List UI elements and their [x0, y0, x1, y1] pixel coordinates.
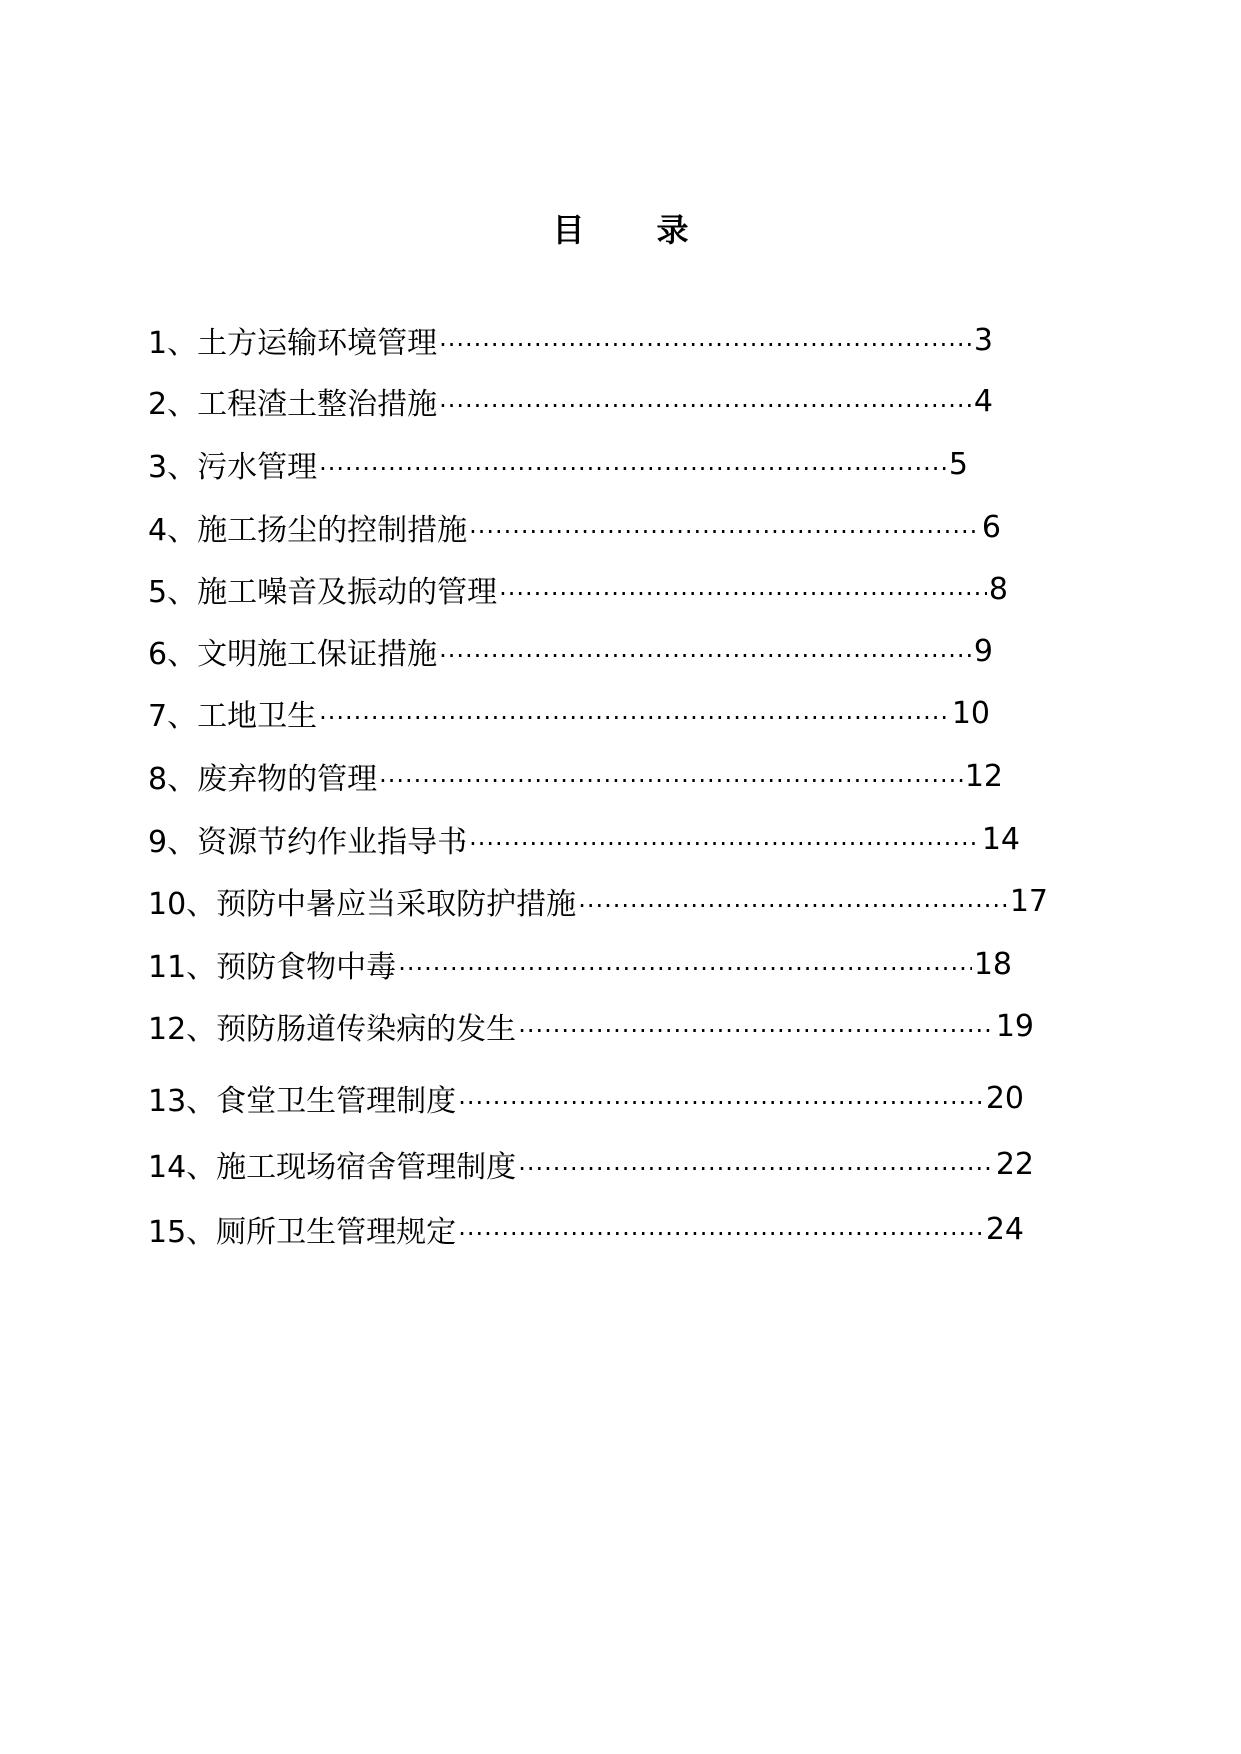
- toc-entry[interactable]: [148, 1140, 1034, 1188]
- toc-entry[interactable]: [148, 815, 1020, 863]
- toc-entry-leader: [518, 1010, 994, 1050]
- toc-title-char-2: 录: [656, 211, 689, 249]
- toc-entry[interactable]: [148, 316, 993, 364]
- toc-entry[interactable]: [148, 377, 993, 425]
- toc-entry-label: 12、预防肠道传染病的发生: [148, 1012, 517, 1047]
- toc-entry-label: 6、文明施工保证措施: [148, 637, 438, 672]
- toc-entry-page: 24: [985, 1211, 1024, 1247]
- toc-entry-label: 5、施工噪音及振动的管理: [148, 575, 498, 610]
- toc-entry-page: 17: [1009, 883, 1048, 919]
- toc-entry-label: 9、资源节约作业指导书: [148, 825, 468, 860]
- toc-entry[interactable]: [148, 940, 1012, 988]
- toc-entry-page: 14: [981, 821, 1020, 857]
- toc-entry-leader: [578, 885, 1008, 925]
- toc-entry-leader: [458, 1082, 984, 1122]
- toc-entry[interactable]: [148, 877, 1048, 925]
- toc-entry-label: 15、厕所卫生管理规定: [148, 1215, 457, 1250]
- toc-entry-leader: [458, 1213, 984, 1253]
- toc-entry-leader: [319, 448, 947, 488]
- toc-entry-page: 19: [995, 1008, 1034, 1044]
- toc-entry-leader: [469, 823, 980, 863]
- toc-entry-label: 8、废弃物的管理: [148, 762, 378, 797]
- toc-entry[interactable]: [148, 1205, 1024, 1253]
- toc-entry-label: 3、污水管理: [148, 450, 318, 485]
- toc-entry-leader: [518, 1148, 994, 1188]
- toc-entry[interactable]: [148, 503, 1001, 551]
- toc-entry-page: 5: [948, 446, 968, 482]
- toc-entry-label: 14、施工现场宿舍管理制度: [148, 1150, 517, 1185]
- toc-entry-label: 10、预防中暑应当采取防护措施: [148, 887, 577, 922]
- toc-entry-page: 12: [964, 758, 1003, 794]
- toc-entry-page: 10: [951, 695, 990, 731]
- toc-entry[interactable]: [148, 1074, 1024, 1122]
- toc-entry-leader: [439, 635, 972, 675]
- toc-title-char-1: 目: [552, 211, 585, 249]
- toc-entry-label: 1、土方运输环境管理: [148, 326, 438, 361]
- toc-entry[interactable]: [148, 1002, 1034, 1050]
- toc-entry-page: 18: [973, 946, 1012, 982]
- toc-entry-page: 9: [973, 633, 993, 669]
- toc-entry-leader: [398, 948, 972, 988]
- toc-entry-leader: [319, 697, 950, 737]
- toc-entry-page: 6: [981, 509, 1001, 545]
- toc-entry-page: 8: [988, 571, 1008, 607]
- toc-entry-label: 7、工地卫生: [148, 699, 318, 734]
- toc-entry-leader: [499, 573, 987, 613]
- toc-entry-page: 3: [973, 322, 993, 358]
- toc-entry-leader: [469, 511, 980, 551]
- toc-entry-page: 22: [995, 1146, 1034, 1182]
- toc-entry[interactable]: [148, 565, 1008, 613]
- toc-entry-page: 20: [985, 1080, 1024, 1116]
- toc-entry-label: 2、工程渣土整治措施: [148, 387, 438, 422]
- toc-entry-leader: [379, 760, 963, 800]
- toc-entry-leader: [439, 385, 972, 425]
- toc-entry-leader: [439, 324, 972, 364]
- toc-entry[interactable]: [148, 752, 1003, 800]
- toc-entry-page: 4: [973, 383, 993, 419]
- toc-entry-label: 11、预防食物中毒: [148, 950, 397, 985]
- toc-entry[interactable]: [148, 627, 993, 675]
- toc-entry[interactable]: [148, 440, 968, 488]
- toc-entry-label: 4、施工扬尘的控制措施: [148, 513, 468, 548]
- toc-entry[interactable]: [148, 689, 990, 737]
- toc-entry-label: 13、食堂卫生管理制度: [148, 1084, 457, 1119]
